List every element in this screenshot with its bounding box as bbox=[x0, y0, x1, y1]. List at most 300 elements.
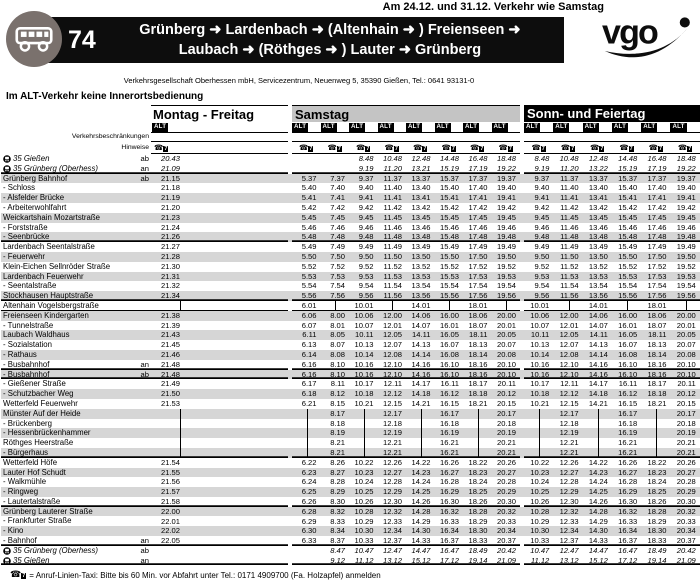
time-cell-saturday: 10.33 bbox=[349, 536, 378, 546]
time-cell-saturday: 12.05 bbox=[382, 330, 402, 340]
time-cell-mon-fri bbox=[151, 428, 288, 438]
stop-name bbox=[1, 183, 133, 193]
ab-an-label bbox=[133, 340, 151, 350]
phone-icon: ☎7 bbox=[10, 569, 26, 580]
time-cell-sunday bbox=[524, 438, 553, 448]
time-cell-saturday: 16.29 bbox=[439, 487, 459, 497]
time-cell-sunday: 19.50 bbox=[676, 252, 696, 262]
time-cell-saturday: 11.37 bbox=[383, 173, 402, 183]
time-cell-saturday: 10.14 bbox=[354, 350, 374, 360]
time-cell-saturday: 17.49 bbox=[468, 242, 488, 252]
stop-row bbox=[1, 360, 700, 370]
ab-an-label bbox=[133, 242, 151, 252]
time-cell-saturday: 8.08 bbox=[330, 350, 345, 360]
phone-icon: ☎7 bbox=[384, 142, 398, 152]
bus-pictogram-icon bbox=[11, 16, 57, 62]
time-cell-saturday: 20.19 bbox=[496, 428, 516, 438]
time-cell-sunday: 14.24 bbox=[588, 477, 608, 487]
time-cell-sunday bbox=[583, 409, 612, 419]
time-cell-mon-fri bbox=[151, 409, 288, 419]
stop-row bbox=[1, 252, 700, 262]
notes-label: Hinweise bbox=[121, 143, 149, 151]
stop-name bbox=[1, 232, 133, 242]
time-cell-sunday: 12.18 bbox=[559, 418, 579, 428]
stop-name bbox=[1, 536, 133, 546]
stop-name-text: Wetterfeld Höfe bbox=[3, 457, 58, 467]
ab-an-label: an bbox=[133, 360, 151, 370]
time-cell-saturday: 11.50 bbox=[383, 252, 402, 262]
note-icon-cell bbox=[151, 142, 288, 154]
corner-spacer bbox=[1, 105, 151, 122]
time-cell-sunday: 15.46 bbox=[618, 222, 638, 232]
time-cell-sunday: 13.12 bbox=[553, 556, 582, 566]
time-cell-saturday: 6.28 bbox=[301, 506, 317, 516]
time-cell-saturday: 15.46 bbox=[439, 222, 459, 232]
time-cell-saturday: 8.29 bbox=[330, 487, 345, 497]
time-cell-saturday: 13.53 bbox=[411, 271, 431, 281]
ab-an-label bbox=[133, 477, 151, 487]
time-cell-saturday: 19.54 bbox=[496, 281, 516, 291]
time-cell-saturday: 18.01 bbox=[463, 301, 492, 311]
stop-row bbox=[1, 556, 700, 566]
time-cell-saturday: 11.54 bbox=[383, 281, 402, 291]
stop-name-text: - Seentalstraße bbox=[3, 281, 57, 291]
stop-row bbox=[1, 497, 700, 507]
time-cell-saturday bbox=[349, 428, 378, 438]
time-cell-saturday: 9.49 bbox=[358, 242, 374, 252]
stop-name bbox=[1, 477, 133, 487]
time-cell-sunday: 12.26 bbox=[559, 457, 579, 467]
alt-badge-cell bbox=[553, 122, 582, 133]
train-icon bbox=[3, 547, 11, 555]
time-cell-sunday: 17.48 bbox=[641, 232, 670, 242]
time-cell-sunday: 20.15 bbox=[676, 399, 696, 409]
time-cell-saturday: 12.30 bbox=[378, 497, 407, 507]
time-cell-sunday: 15.48 bbox=[612, 232, 641, 242]
note-icon-cell bbox=[612, 142, 641, 154]
time-cell-mon-fri bbox=[151, 438, 288, 448]
time-cell-saturday: 8.12 bbox=[330, 389, 345, 399]
ab-an-label bbox=[133, 379, 151, 389]
ab-an-label: ab bbox=[133, 370, 151, 380]
stop-name-text: 35 Gießen bbox=[13, 555, 50, 565]
time-cell-saturday: 9.56 bbox=[349, 291, 378, 301]
phone-icon: ☎7 bbox=[413, 142, 427, 152]
time-cell-sunday: 16.15 bbox=[618, 399, 638, 409]
time-cell-saturday: 10.18 bbox=[354, 389, 374, 399]
time-cell-sunday: 17.37 bbox=[647, 173, 667, 183]
skip-bar bbox=[180, 448, 181, 458]
alt-badge-row bbox=[1, 122, 700, 133]
stop-name bbox=[1, 281, 133, 291]
time-cell-saturday bbox=[492, 301, 521, 311]
stop-name bbox=[1, 360, 133, 370]
time-cell-saturday: 7.56 bbox=[321, 291, 350, 301]
time-cell-sunday: 10.06 bbox=[530, 310, 550, 320]
time-cell-saturday: 19.45 bbox=[496, 212, 516, 222]
time-cell-saturday: 10.22 bbox=[354, 457, 374, 467]
time-cell-saturday: 18.49 bbox=[468, 545, 488, 555]
time-cell-mon-fri: 22.05 bbox=[151, 536, 288, 546]
time-cell-sunday: 12.00 bbox=[559, 310, 579, 320]
time-cell-mon-fri: 21.27 bbox=[160, 242, 180, 252]
time-cell-saturday: 16.10 bbox=[435, 370, 464, 380]
time-cell-sunday: 19.42 bbox=[676, 203, 696, 213]
time-cell-saturday: 21.09 bbox=[492, 556, 521, 566]
time-cell-saturday: 14.24 bbox=[411, 477, 431, 487]
time-cell-saturday: 8.10 bbox=[321, 360, 350, 370]
time-cell-sunday: 18.23 bbox=[647, 467, 667, 477]
time-cell-saturday: 15.41 bbox=[439, 193, 459, 203]
time-cell-saturday: 12.33 bbox=[382, 516, 402, 526]
time-cell-sunday: 10.13 bbox=[530, 340, 550, 350]
stop-name-text: - Gießener Straße bbox=[3, 379, 66, 389]
time-cell-saturday bbox=[406, 438, 435, 448]
stop-name bbox=[1, 516, 133, 526]
alt-badge-cell bbox=[463, 122, 492, 133]
time-cell-saturday: 19.49 bbox=[496, 242, 516, 252]
time-cell-saturday: 16.12 bbox=[439, 389, 459, 399]
time-cell-saturday: 10.28 bbox=[354, 506, 374, 516]
ab-an-label bbox=[133, 232, 151, 242]
time-cell-sunday: 10.30 bbox=[530, 526, 550, 536]
stop-name bbox=[1, 468, 133, 478]
time-cell-saturday bbox=[463, 409, 492, 419]
note-icon-cell bbox=[641, 142, 670, 154]
time-cell-sunday: 11.53 bbox=[560, 271, 579, 281]
alt-badge-cell bbox=[524, 122, 553, 133]
note-icon-cell bbox=[321, 142, 350, 154]
time-cell-sunday: 13.46 bbox=[588, 222, 608, 232]
time-cell-saturday: 17.46 bbox=[468, 222, 488, 232]
time-cell-mon-fri: 22.02 bbox=[160, 526, 180, 536]
time-cell-mon-fri: 21.19 bbox=[160, 193, 180, 203]
time-cell-sunday: 18.06 bbox=[647, 310, 667, 320]
time-cell-saturday bbox=[349, 448, 378, 458]
time-cell-sunday: 17.19 bbox=[641, 164, 670, 174]
time-cell-saturday: 19.56 bbox=[492, 291, 521, 301]
note-icon-cell bbox=[378, 142, 407, 154]
time-cell-saturday: 14.01 bbox=[406, 301, 435, 311]
time-cell-saturday bbox=[378, 301, 407, 311]
time-cell-saturday bbox=[463, 428, 492, 438]
stop-row bbox=[1, 223, 700, 233]
time-cell-sunday bbox=[524, 409, 553, 419]
alt-badge-cell bbox=[641, 122, 670, 133]
time-cell-sunday: 16.30 bbox=[612, 497, 641, 507]
time-cell-saturday bbox=[406, 409, 435, 419]
time-cell-saturday: 17.41 bbox=[468, 193, 488, 203]
time-cell-saturday: 14.22 bbox=[411, 457, 431, 467]
ab-an-label bbox=[133, 311, 151, 321]
time-cell-saturday: 17.54 bbox=[468, 281, 488, 291]
time-cell-sunday: 16.27 bbox=[618, 467, 638, 477]
time-cell-sunday: 12.27 bbox=[559, 467, 579, 477]
time-cell-saturday: 10.01 bbox=[349, 301, 378, 311]
stop-row bbox=[1, 213, 700, 223]
skip-bar bbox=[421, 438, 422, 448]
time-cell-saturday: 8.21 bbox=[321, 448, 350, 458]
time-cell-sunday: 18.33 bbox=[641, 536, 670, 546]
time-cell-mon-fri: 21.56 bbox=[160, 477, 180, 487]
skip-bar bbox=[539, 428, 540, 438]
time-cell-saturday: 20.15 bbox=[496, 399, 516, 409]
time-cell-saturday bbox=[292, 556, 321, 566]
time-cell-sunday: 19.49 bbox=[676, 242, 696, 252]
stop-name bbox=[1, 242, 133, 252]
time-cell-saturday: 11.41 bbox=[383, 193, 402, 203]
time-cell-sunday: 13.37 bbox=[588, 173, 608, 183]
time-cell-saturday bbox=[321, 164, 350, 174]
time-cell-sunday: 14.23 bbox=[588, 467, 608, 477]
stop-name-text: - Seenbrücke bbox=[3, 232, 50, 242]
time-cell-saturday: 17.45 bbox=[468, 212, 488, 222]
time-cell-sunday: 19.14 bbox=[641, 556, 670, 566]
time-cell-saturday: 7.46 bbox=[330, 222, 345, 232]
time-cell-saturday: 10.21 bbox=[354, 399, 374, 409]
time-cell-sunday: 13.54 bbox=[588, 281, 608, 291]
time-cell-saturday: 8.33 bbox=[330, 516, 345, 526]
time-cell-sunday: 13.52 bbox=[588, 261, 608, 271]
ab-an-label bbox=[133, 223, 151, 233]
stop-name bbox=[1, 546, 133, 556]
stop-name-text: - Bahnhof bbox=[3, 536, 37, 546]
stop-row bbox=[1, 164, 700, 174]
time-cell-sunday: 10.29 bbox=[530, 516, 550, 526]
time-cell-sunday: 9.41 bbox=[534, 193, 550, 203]
skip-bar bbox=[335, 301, 336, 311]
skip-bar bbox=[598, 448, 599, 458]
line-header-bar bbox=[34, 17, 564, 63]
time-cell-saturday: 18.33 bbox=[463, 536, 492, 546]
time-cell-saturday: 17.42 bbox=[468, 203, 488, 213]
stop-row bbox=[1, 370, 700, 380]
time-cell-sunday: 14.07 bbox=[588, 320, 608, 330]
time-cell-saturday: 8.01 bbox=[330, 320, 345, 330]
skip-bar bbox=[364, 438, 365, 448]
time-cell-saturday: 12.19 bbox=[382, 428, 402, 438]
time-cell-saturday: 13.12 bbox=[378, 556, 407, 566]
time-cell-mon-fri: 21.26 bbox=[151, 232, 288, 242]
time-cell-saturday: 8.18 bbox=[330, 418, 345, 428]
time-cell-sunday: 18.17 bbox=[647, 379, 667, 389]
time-cell-sunday: 9.19 bbox=[524, 164, 553, 174]
time-cell-saturday: 7.54 bbox=[330, 281, 345, 291]
time-cell-sunday: 18.13 bbox=[647, 340, 667, 350]
time-cell-sunday: 10.26 bbox=[524, 497, 553, 507]
time-cell-sunday: 14.06 bbox=[588, 310, 608, 320]
skip-bar bbox=[421, 448, 422, 458]
alt-badge: ALT bbox=[526, 123, 539, 131]
time-cell-sunday: 19.40 bbox=[676, 183, 696, 193]
time-cell-saturday: 14.29 bbox=[411, 516, 431, 526]
time-cell-sunday: 10.16 bbox=[524, 370, 553, 380]
time-cell-saturday: 13.37 bbox=[411, 173, 431, 183]
line-number: 74 bbox=[68, 25, 96, 54]
time-cell-saturday: 7.52 bbox=[330, 261, 345, 271]
time-cell-saturday: 19.41 bbox=[496, 193, 516, 203]
time-cell-saturday: 16.18 bbox=[439, 418, 459, 428]
ab-an-label: an bbox=[133, 164, 151, 174]
time-cell-saturday: 10.16 bbox=[349, 370, 378, 380]
time-cell-sunday: 20.30 bbox=[670, 497, 699, 507]
stop-row bbox=[1, 389, 700, 399]
time-cell-saturday: 20.10 bbox=[492, 360, 521, 370]
time-cell-saturday: 12.00 bbox=[382, 310, 402, 320]
time-cell-saturday: 17.50 bbox=[468, 252, 488, 262]
time-cell-sunday: 16.37 bbox=[612, 536, 641, 546]
time-cell-sunday: 13.53 bbox=[588, 271, 608, 281]
time-cell-sunday: 18.49 bbox=[647, 545, 667, 555]
time-cell-saturday: 7.42 bbox=[330, 203, 345, 213]
skip-bar bbox=[421, 409, 422, 419]
stop-name bbox=[1, 340, 133, 350]
time-cell-mon-fri: 20.43 bbox=[160, 154, 180, 164]
time-cell-saturday: 13.46 bbox=[411, 222, 431, 232]
stop-name bbox=[1, 389, 133, 399]
time-cell-saturday: 18.25 bbox=[468, 487, 488, 497]
time-cell-sunday: 17.53 bbox=[647, 271, 667, 281]
time-cell-sunday: 16.26 bbox=[618, 457, 638, 467]
time-cell-mon-fri bbox=[151, 448, 288, 458]
time-cell-sunday: 15.41 bbox=[618, 193, 638, 203]
time-cell-saturday bbox=[435, 301, 464, 311]
time-cell-saturday: 19.22 bbox=[492, 164, 521, 174]
phone-icon: ☎7 bbox=[531, 142, 545, 152]
phone-icon: ☎7 bbox=[441, 142, 455, 152]
time-cell-sunday: 10.28 bbox=[530, 506, 550, 516]
stop-row bbox=[1, 350, 700, 360]
ab-an-label bbox=[133, 291, 151, 301]
time-cell-saturday: 18.16 bbox=[463, 360, 492, 370]
time-cell-sunday: 12.33 bbox=[559, 516, 579, 526]
time-cell-sunday bbox=[670, 301, 699, 311]
time-cell-saturday: 5.49 bbox=[301, 242, 317, 252]
time-cell-sunday: 12.01 bbox=[559, 320, 579, 330]
time-cell-sunday: 21.09 bbox=[670, 556, 699, 566]
time-cell-saturday: 18.23 bbox=[468, 467, 488, 477]
time-cell-saturday: 14.48 bbox=[439, 154, 459, 164]
note-icon-cell bbox=[292, 142, 321, 154]
stop-name-text: Wetterfeld Feuerwehr bbox=[3, 398, 78, 408]
time-cell-saturday: 20.33 bbox=[496, 516, 516, 526]
alt-badge: ALT bbox=[643, 123, 656, 131]
time-cell-saturday: 8.00 bbox=[330, 310, 345, 320]
alt-badge-cell bbox=[378, 122, 407, 133]
stop-name bbox=[1, 458, 133, 468]
time-cell-saturday: 19.37 bbox=[496, 173, 516, 183]
time-cell-sunday: 10.33 bbox=[524, 536, 553, 546]
time-cell-saturday: 18.13 bbox=[468, 340, 488, 350]
section-header-row bbox=[1, 105, 700, 122]
time-cell-sunday: 11.45 bbox=[560, 212, 579, 222]
time-cell-sunday: 11.56 bbox=[553, 291, 582, 301]
time-cell-saturday: 7.41 bbox=[330, 193, 345, 203]
time-cell-saturday: 11.12 bbox=[349, 556, 378, 566]
time-cell-sunday: 9.48 bbox=[524, 232, 553, 242]
time-cell-saturday: 8.21 bbox=[330, 438, 345, 448]
time-cell-sunday: 16.08 bbox=[618, 350, 638, 360]
time-cell-sunday: 15.50 bbox=[618, 252, 638, 262]
stop-name bbox=[1, 419, 133, 429]
time-cell-saturday: 11.20 bbox=[378, 164, 407, 174]
skip-bar bbox=[307, 419, 308, 429]
time-cell-saturday: 6.33 bbox=[292, 536, 321, 546]
stop-name bbox=[1, 321, 133, 331]
stop-row bbox=[1, 399, 700, 409]
time-cell-saturday bbox=[406, 448, 435, 458]
time-cell-sunday: 13.22 bbox=[583, 164, 612, 174]
time-cell-saturday: 12.21 bbox=[382, 438, 402, 448]
time-cell-saturday: 16.17 bbox=[439, 408, 459, 418]
time-cell-saturday: 8.15 bbox=[330, 399, 345, 409]
time-cell-sunday: 14.47 bbox=[588, 545, 608, 555]
time-cell-sunday: 11.42 bbox=[560, 203, 579, 213]
time-cell-sunday: 15.53 bbox=[618, 271, 638, 281]
phone-icon: ☎7 bbox=[356, 142, 370, 152]
time-cell-mon-fri: 21.28 bbox=[160, 252, 180, 262]
time-cell-sunday: 12.32 bbox=[559, 506, 579, 516]
skip-bar bbox=[598, 419, 599, 429]
time-cell-saturday: 13.52 bbox=[411, 261, 431, 271]
time-cell-saturday: 8.27 bbox=[330, 467, 345, 477]
time-cell-sunday: 11.49 bbox=[560, 242, 579, 252]
time-cell-saturday: 18.24 bbox=[468, 477, 488, 487]
time-cell-sunday: 14.18 bbox=[588, 389, 608, 399]
time-cell-saturday: 5.52 bbox=[301, 261, 317, 271]
skip-bar bbox=[180, 409, 181, 419]
time-cell-sunday: 15.42 bbox=[618, 203, 638, 213]
stop-name bbox=[1, 556, 133, 566]
time-cell-saturday: 10.17 bbox=[354, 379, 374, 389]
time-cell-sunday: 19.48 bbox=[670, 232, 699, 242]
time-cell-saturday: 7.37 bbox=[330, 173, 345, 183]
skip-bar bbox=[478, 428, 479, 438]
time-cell-saturday bbox=[349, 419, 378, 429]
stop-row bbox=[1, 183, 700, 193]
time-cell-saturday: 13.56 bbox=[406, 291, 435, 301]
time-cell-saturday: 15.19 bbox=[435, 164, 464, 174]
time-cell-saturday: 17.53 bbox=[468, 271, 488, 281]
time-cell-saturday: 16.00 bbox=[439, 310, 459, 320]
time-cell-saturday: 8.37 bbox=[321, 536, 350, 546]
stop-name bbox=[1, 350, 133, 360]
time-cell-saturday bbox=[349, 409, 378, 419]
time-cell-saturday: 20.05 bbox=[496, 330, 516, 340]
time-cell-saturday: 12.34 bbox=[382, 526, 402, 536]
time-cell-saturday: 7.40 bbox=[330, 183, 345, 193]
time-cell-saturday bbox=[292, 546, 321, 556]
time-cell-saturday: 10.16 bbox=[349, 360, 378, 370]
ab-an-label bbox=[133, 301, 151, 311]
time-cell-saturday: 12.29 bbox=[382, 487, 402, 497]
time-cell-saturday: 20.21 bbox=[492, 448, 521, 458]
time-cell-sunday: 14.26 bbox=[583, 497, 612, 507]
time-cell-sunday: 18.11 bbox=[648, 330, 667, 340]
stop-row bbox=[1, 516, 700, 526]
time-cell-mon-fri bbox=[151, 556, 288, 566]
time-cell-saturday: 18.30 bbox=[468, 526, 488, 536]
time-cell-sunday: 11.46 bbox=[560, 222, 579, 232]
time-cell-sunday: 17.50 bbox=[647, 252, 667, 262]
time-cell-saturday: 12.26 bbox=[382, 457, 402, 467]
time-cell-sunday: 14.25 bbox=[588, 487, 608, 497]
stop-name bbox=[1, 174, 133, 184]
time-cell-sunday: 12.07 bbox=[559, 340, 579, 350]
ab-an-label bbox=[133, 330, 151, 340]
time-cell-saturday bbox=[292, 448, 321, 458]
time-cell-saturday: 15.50 bbox=[439, 252, 459, 262]
